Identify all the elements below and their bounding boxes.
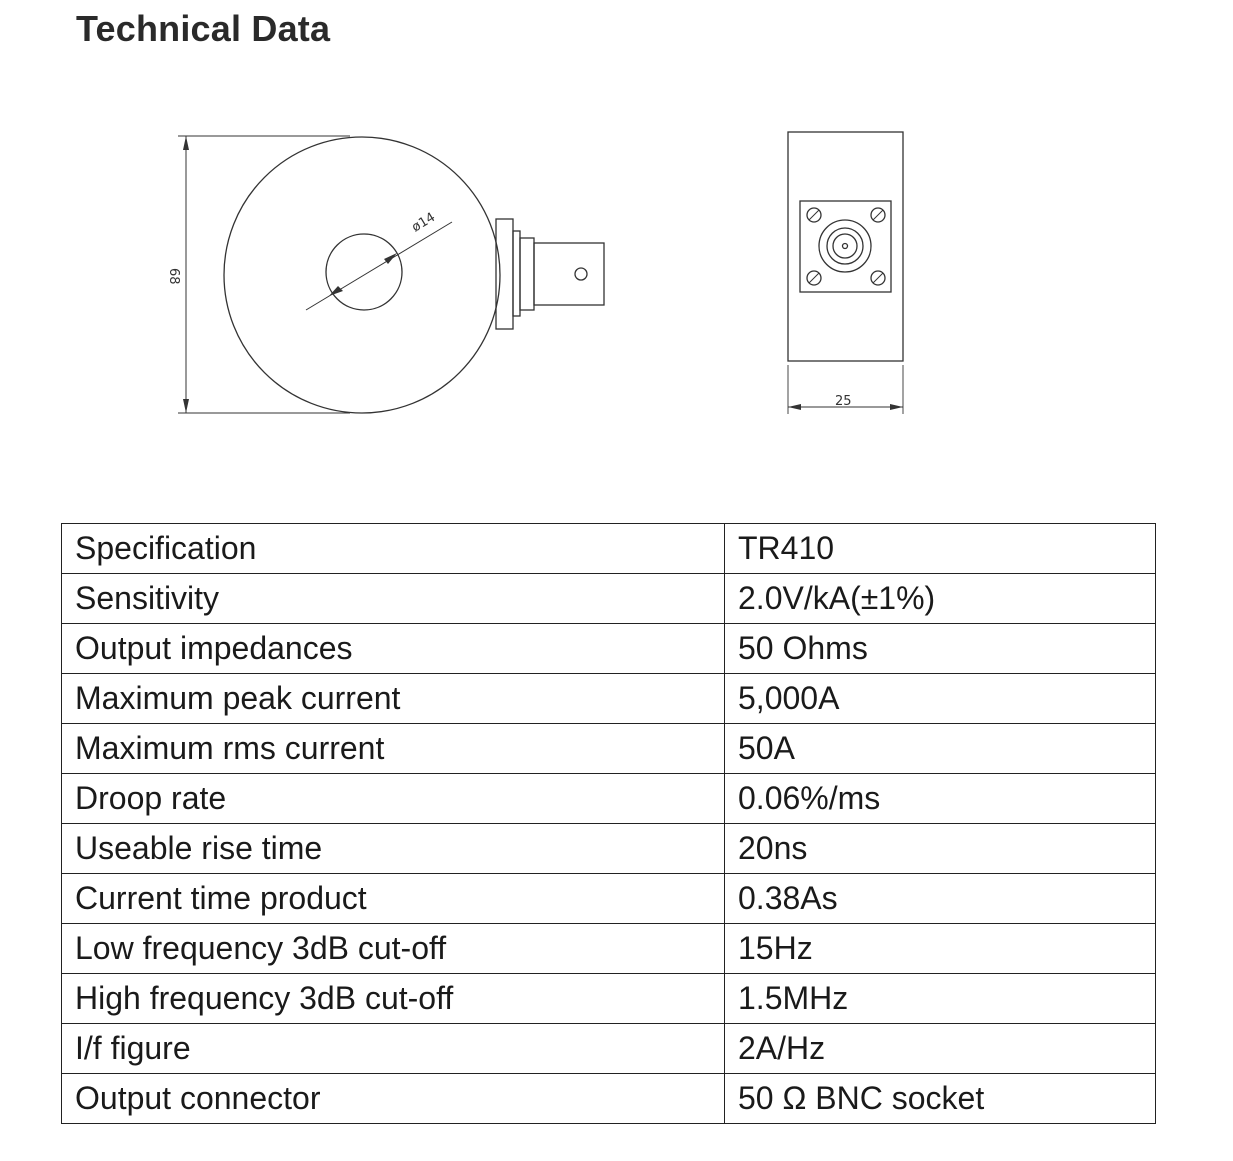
spec-label: Maximum rms current [62,724,725,774]
front-view-drawing [178,136,604,413]
spec-label: Useable rise time [62,824,725,874]
spec-label: Droop rate [62,774,725,824]
spec-label: Output impedances [62,624,725,674]
spec-value: 15Hz [725,924,1156,974]
spec-label: Low frequency 3dB cut-off [62,924,725,974]
table-row [62,674,1156,724]
table-row [62,974,1156,1024]
table-row [62,874,1156,924]
spec-table [61,523,1156,1124]
height-dimension-label: 68 [166,268,181,285]
table-row [62,1074,1156,1124]
spec-label: Output connector [62,1074,725,1124]
spec-value: 20ns [725,824,1156,874]
spec-label: Maximum peak current [62,674,725,724]
table-row [62,524,1156,574]
spec-label: Current time product [62,874,725,924]
spec-label: I/f figure [62,1024,725,1074]
spec-value: 2A/Hz [725,1024,1156,1074]
spec-value: TR410 [725,524,1156,574]
spec-value: 2.0V/kA(±1%) [725,574,1156,624]
hole-diameter-label: ø14 [409,209,439,236]
spec-value: 5,000A [725,674,1156,724]
spec-label: Specification [62,524,725,574]
table-row [62,624,1156,674]
technical-drawing [0,0,1233,500]
side-view-drawing [788,132,903,414]
spec-value: 0.38As [725,874,1156,924]
spec-value: 50A [725,724,1156,774]
table-row [62,574,1156,624]
spec-label: High frequency 3dB cut-off [62,974,725,1024]
spec-value: 1.5MHz [725,974,1156,1024]
table-row [62,924,1156,974]
width-dimension-label: 25 [835,394,852,409]
table-row [62,824,1156,874]
page-title: Technical Data [76,8,331,49]
table-row [62,724,1156,774]
spec-value: 0.06%/ms [725,774,1156,824]
table-row [62,774,1156,824]
spec-value: 50 Ohms [725,624,1156,674]
spec-label: Sensitivity [62,574,725,624]
table-row [62,1024,1156,1074]
spec-value: 50 Ω BNC socket [725,1074,1156,1124]
